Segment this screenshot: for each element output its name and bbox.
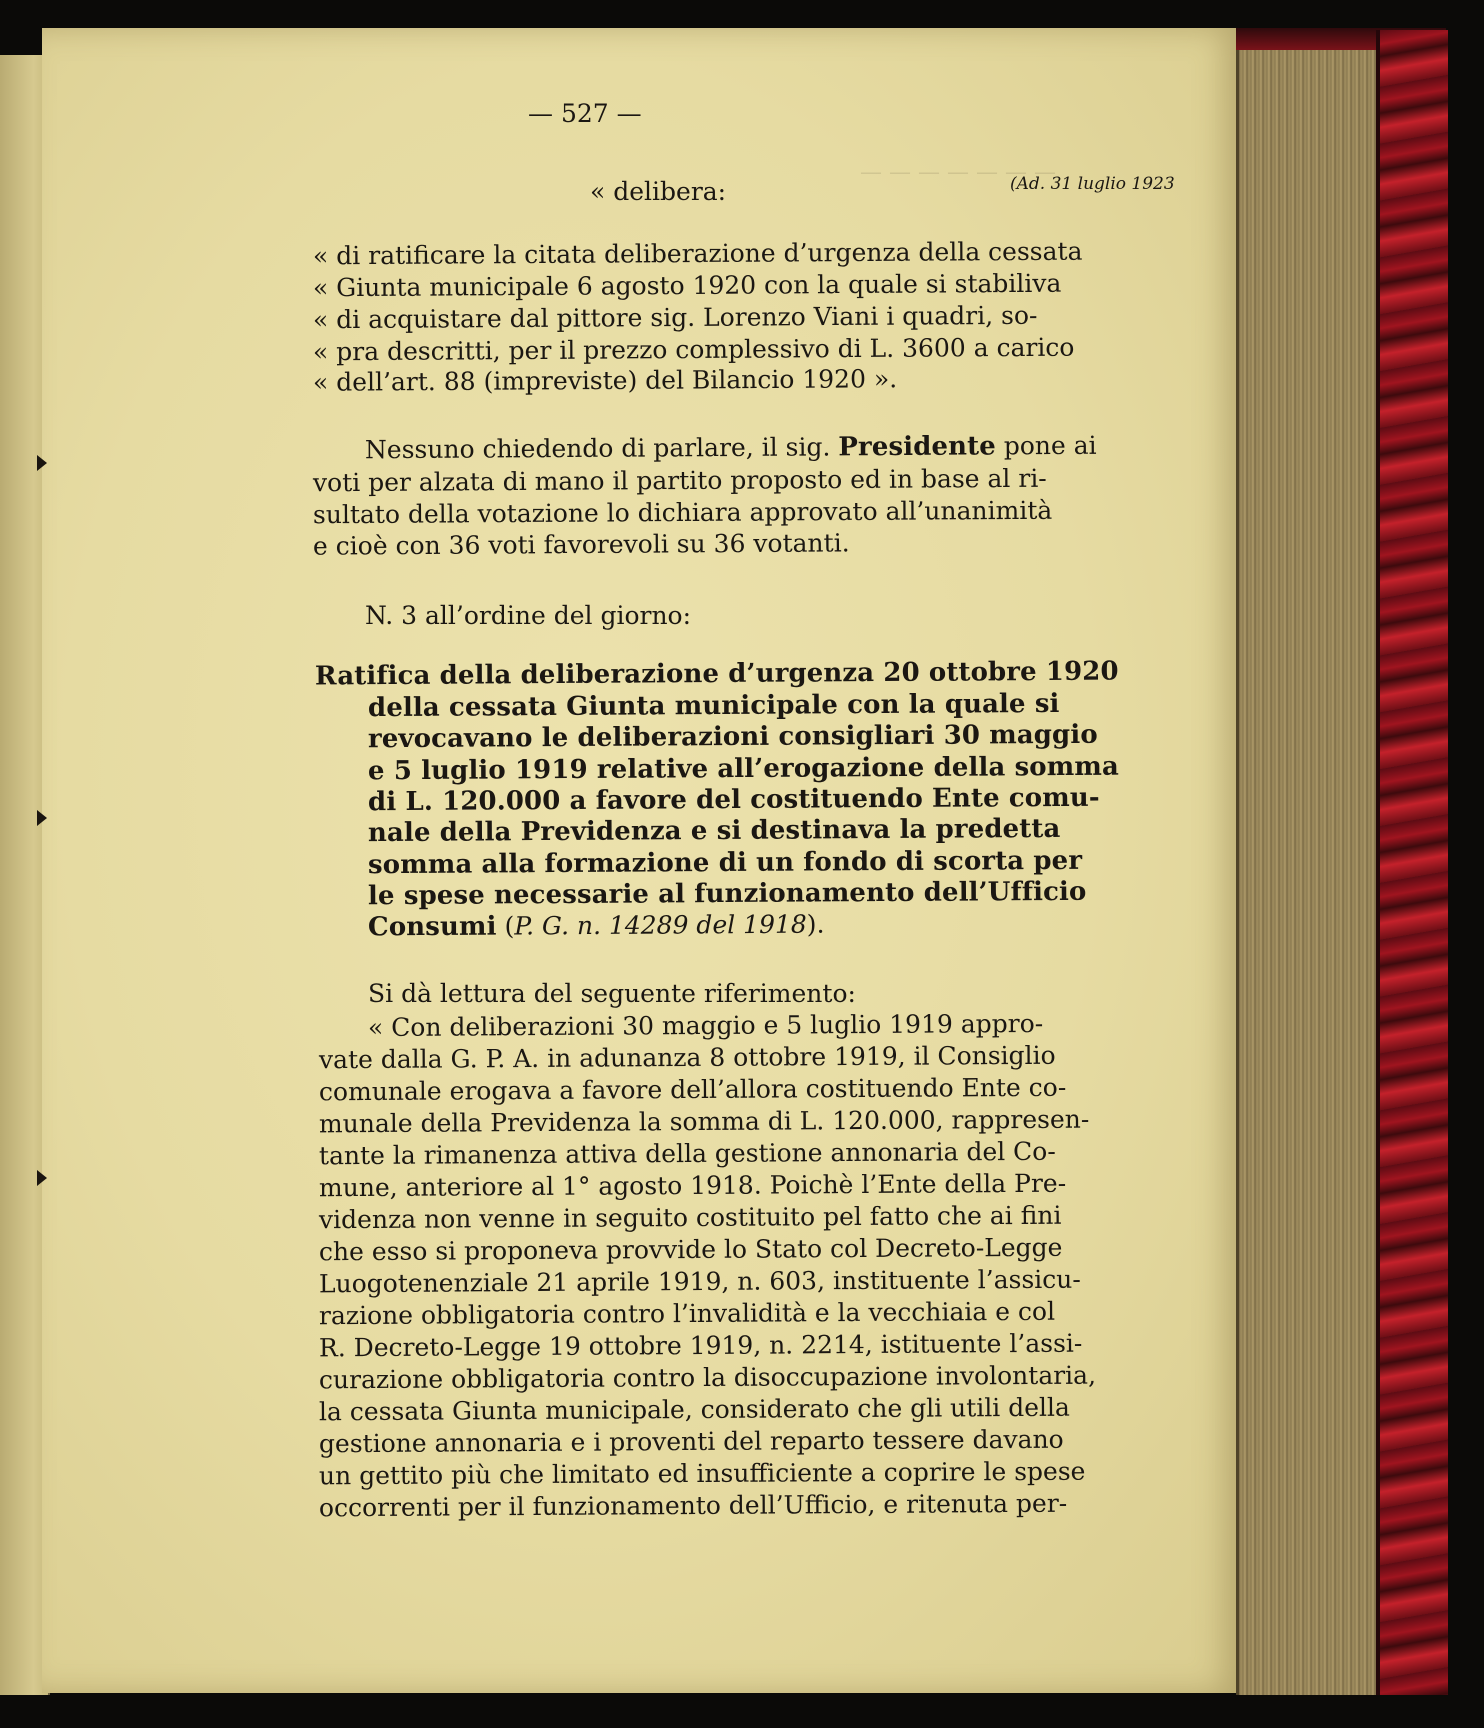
report-line: la cessata Giunta municipale, considerato che gli utili della — [318, 1392, 1070, 1427]
agenda-title-paren: ). — [806, 909, 825, 939]
report-line: razione obbligatoria contro l’invalidità e la vecchiaia e col — [318, 1296, 1056, 1331]
report-line: Luogotenenziale 21 aprile 1919, n. 603, instituente l’assicu- — [318, 1264, 1081, 1299]
resolution-line: « pra descritti, per il prezzo complessivo di L. 3600 a carico — [312, 332, 1075, 367]
vote-line: sultato della votazione lo dichiara approvato all’unanimità — [312, 495, 1053, 530]
margin-marker-arrow — [37, 810, 47, 826]
report-line: munale della Previdenza la somma di L. 120.000, rappresen- — [318, 1104, 1090, 1139]
report-line: mune, anteriore al 1° agosto 1918. Poichè l’Ente della Pre- — [318, 1168, 1067, 1203]
protocol-reference: P. G. n. 14289 del 1918 — [514, 909, 807, 941]
running-header: (Ad. 31 luglio 1923 — [1010, 174, 1175, 194]
resolution-line: « di ratificare la citata deliberazione d’urgenza della cessata — [312, 236, 1083, 271]
page-number: — 527 — — [528, 99, 642, 128]
agenda-title-line: revocavano le deliberazioni consigliari 30 maggio — [367, 719, 1098, 755]
agenda-title-line: somma alla formazione di un fondo di scorta per — [367, 845, 1083, 881]
agenda-title-line: Ratifica della deliberazione d’urgenza 20 ottobre 1920 — [314, 656, 1119, 692]
agenda-title-last-line — [368, 909, 825, 944]
report-line: gestione annonaria e i proventi del reparto tessere davano — [318, 1424, 1064, 1459]
agenda-title-paren: ( — [504, 911, 515, 941]
agenda-title-line: di L. 120.000 a favore del costituendo Ente comu- — [367, 782, 1100, 818]
vote-text: pone ai — [1003, 430, 1097, 461]
vote-line: voti per alzata di mano il partito proposto ed in base al ri- — [312, 463, 1047, 498]
report-line: occorrenti per il funzionamento dell’Ufficio, e ritenuta per- — [318, 1488, 1068, 1523]
agenda-title-line: le spese necessarie al funzionamento dell’Ufficio — [367, 876, 1087, 912]
agenda-item: N. 3 all’ordine del giorno: — [365, 601, 692, 630]
agenda-title-line: e 5 luglio 1919 relative all’erogazione della somma — [367, 751, 1119, 787]
vote-text: Nessuno chiedendo di parlare, il sig. — [364, 432, 831, 465]
report-line: « Con deliberazioni 30 maggio e 5 luglio 1919 appro- — [367, 1008, 1044, 1043]
president-name: Presidente — [838, 431, 996, 463]
resolution-intro: « delibera: — [590, 177, 727, 206]
vote-first-line — [365, 430, 1097, 466]
resolution-line: « Giunta municipale 6 agosto 1920 con la quale si stabiliva — [312, 268, 1062, 303]
report-line: videnza non venne in seguito costituito pel fatto che ai fini — [318, 1200, 1062, 1235]
vote-line: e cioè con 36 voti favorevoli su 36 votanti. — [312, 528, 850, 561]
report-line: tante la rimanenza attiva della gestione annonaria del Co- — [318, 1136, 1056, 1171]
margin-marker-arrow — [37, 1170, 47, 1186]
resolution-line: « di acquistare dal pittore sig. Lorenzo Viani i quadri, so- — [312, 300, 1038, 335]
resolution-line: « dell’art. 88 (impreviste) del Bilancio 1920 ». — [312, 364, 898, 397]
red-marbled-cover — [1376, 30, 1448, 1695]
agenda-title-word: Consumi — [367, 911, 497, 943]
report-line: che esso si proponeva provvide lo Stato col Decreto-Legge — [318, 1232, 1063, 1267]
report-line: R. Decreto-Legge 19 ottobre 1919, n. 2214, istituente l’assi- — [318, 1328, 1083, 1363]
show-through-text: — — — — — — — — [860, 160, 1056, 185]
report-line: un gettito più che limitato ed insufficiente a coprire le spese — [318, 1456, 1086, 1491]
report-line: comunale erogava a favore dell’allora costituendo Ente co- — [318, 1072, 1067, 1107]
report-line: vate dalla G. P. A. in adunanza 8 ottobre 1919, il Consiglio — [318, 1040, 1056, 1075]
agenda-title-line: nale della Previdenza e si destinava la predetta — [367, 813, 1061, 849]
agenda-title-line: della cessata Giunta municipale con la quale si — [367, 688, 1060, 724]
margin-marker-arrow — [37, 455, 47, 471]
report-line: curazione obbligatoria contro la disoccupazione involontaria, — [318, 1360, 1097, 1395]
page-block-edges — [1236, 30, 1379, 1695]
report-intro: Si dà lettura del seguente riferimento: — [368, 979, 856, 1008]
